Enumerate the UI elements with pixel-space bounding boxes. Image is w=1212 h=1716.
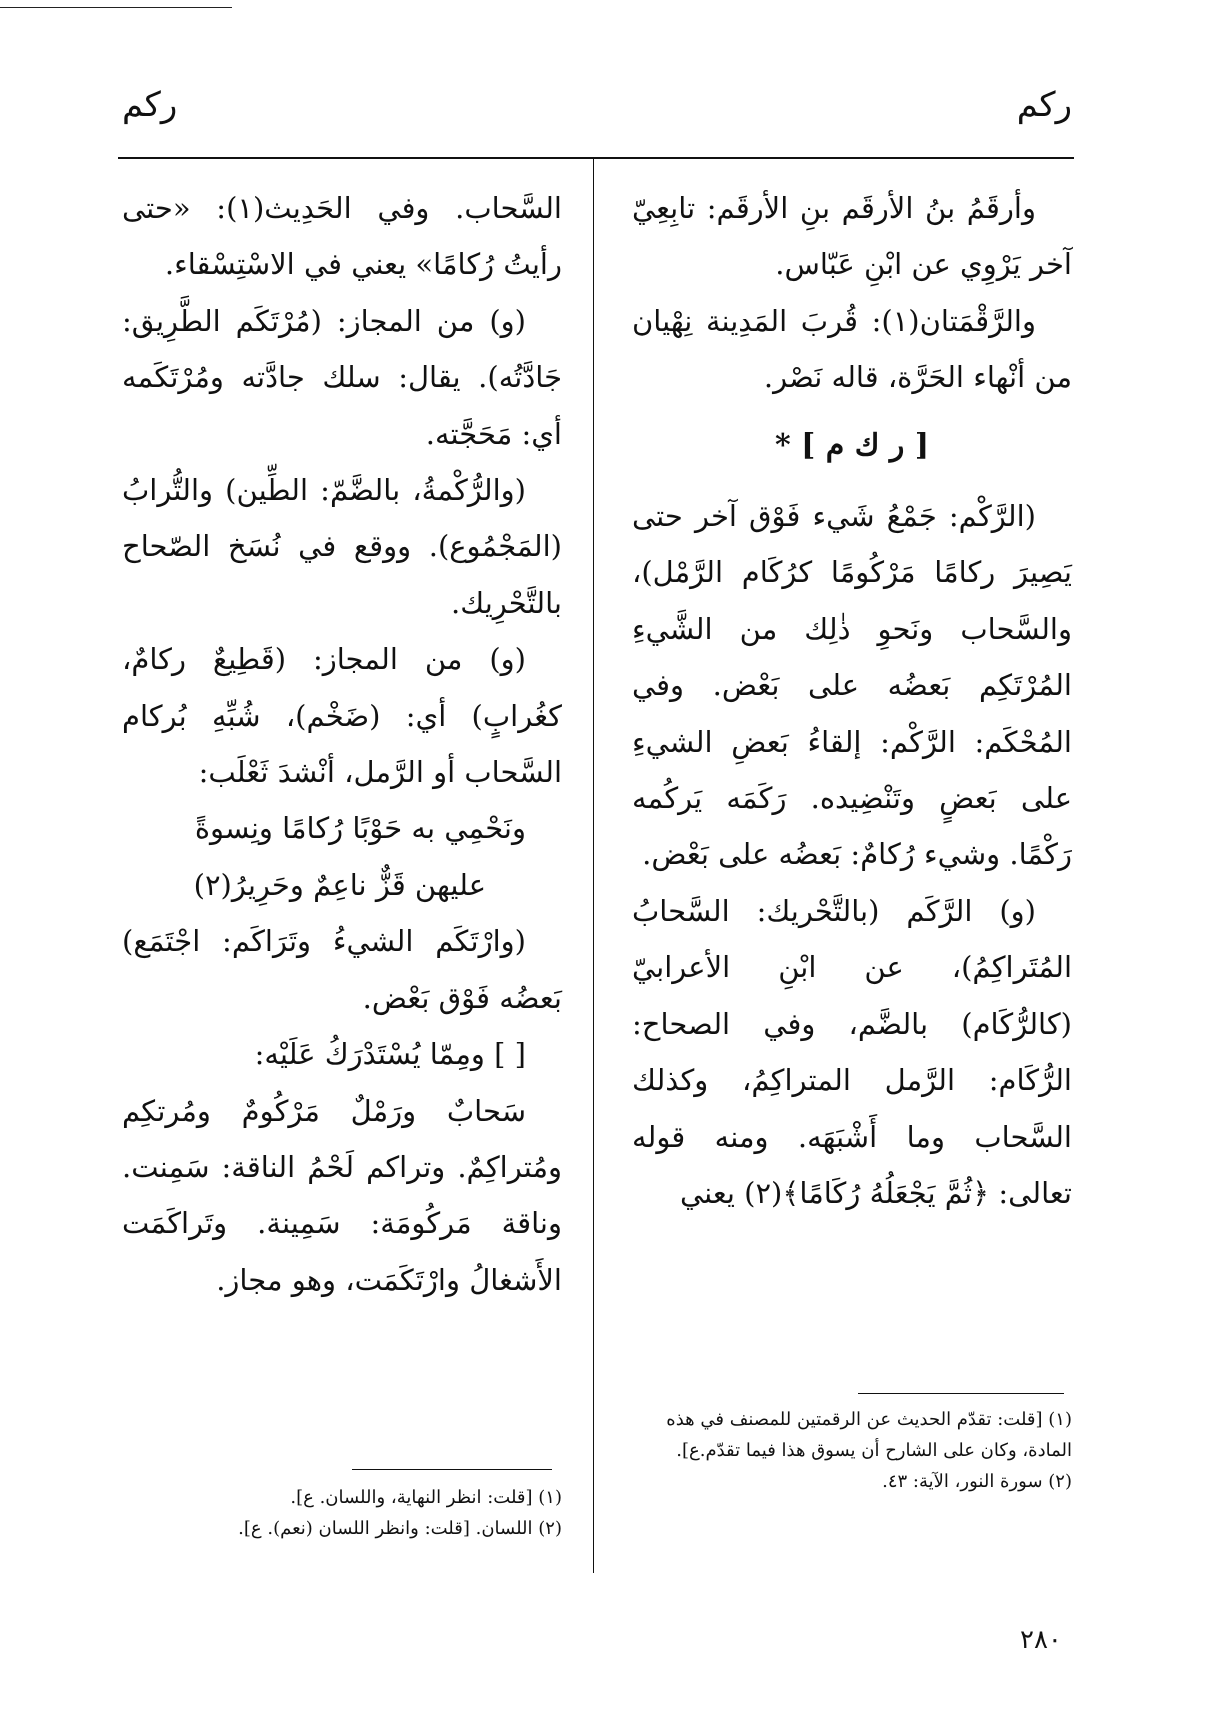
footnote-right-1: (١) [قلت: تقدّم الحديث عن الرقمتين للمصنف في هذه المادة، وكان على الشارح أن يسوق هذا فيما تقدّم.ع]. bbox=[666, 1409, 1072, 1461]
left-paragraph-3: (والرُّكْمةُ، بالضَّمّ: الطِّين) والتُّرابُ (المَجْمُوع). ووقع في نُسَخ الصّحاح بالتَّحْرِيك. bbox=[122, 473, 562, 620]
footnote-left-2: (٢) اللسان. [قلت: وانظر اللسان (نعم). ع]. bbox=[238, 1518, 562, 1539]
footnote-rule-right bbox=[858, 1393, 1064, 1394]
right-column bbox=[632, 180, 1072, 1221]
page-number: ٢٨٠ bbox=[1020, 1625, 1062, 1655]
footnote-rule-left bbox=[352, 1469, 552, 1470]
footnotes-right bbox=[632, 1404, 1072, 1497]
right-paragraph-4: (و) الرَّكَم (بالتَّحْريك: السَّحابُ المُتَراكِمُ)، عن ابْنِ الأعرابيّ (كالرُّكَام) بالضَّم، وفي الصحاح: الرُّكَام: الرَّمل المتراكِمُ، وكذلك السَّحاب وما أَشْبَهَه. ومنه قوله تعالى: ﴿ثُمَّ يَجْعَلُهُ رُكَامًا﴾(٢) يعني bbox=[632, 893, 1072, 1210]
left-paragraph-2: (و) من المجاز: (مُرْتَكَم الطَّرِيق: جَادَّتُه). يقال: سلك جادَّته ومُرْتَكَمه أي: مَحَجَّته. bbox=[122, 303, 562, 451]
entry-heading: [ ر ك م ] * bbox=[774, 427, 930, 463]
left-paragraph-1: السَّحاب. وفي الحَدِيث(١): «حتى رأيتُ رُكامًا» يعني في الاسْتِسْقاء. bbox=[122, 191, 562, 282]
left-paragraph-7: سَحابٌ ورَمْلٌ مَرْكُومٌ ومُرتكِم ومُتراكِمٌ. وتراكم لَحْمُ الناقة: سَمِنت. وناقة مَركُومَة: سَمِينة. وتَراكَمَت الأَشغالُ وارْتَكَمَت، وهو مجاز. bbox=[122, 1093, 562, 1297]
verse-line-1: ونَحْمِي به حَوْبًا رُكامًا ونِسوةً bbox=[194, 811, 526, 846]
column-divider bbox=[593, 158, 594, 1573]
right-paragraph-2: والرَّقْمَتان(١): قُربَ المَدِينة نِهْيان من أنْهاء الحَرَّة، قاله نَصْر. bbox=[632, 303, 1072, 395]
scan-edge-line bbox=[0, 7, 232, 8]
running-header-right: ركم bbox=[1016, 85, 1072, 125]
footnotes-left bbox=[122, 1482, 562, 1544]
left-paragraph-5: (وارْتَكَم الشيءُ وتَرَاكَم: اجْتَمَع) بَعضُه فَوْق بَعْض. bbox=[122, 924, 562, 1015]
footnote-right-2: (٢) سورة النور، الآية: ٤٣. bbox=[882, 1471, 1072, 1492]
right-paragraph-1: وأرقَمُ بنُ الأرقَم بنِ الأرقَم: تابِعِيّ آخر يَرْوِي عن ابْنِ عَبّاس. bbox=[632, 191, 1072, 282]
left-paragraph-6: [ ] ومِمّا يُسْتَدْرَكُ عَلَيْه: bbox=[254, 1037, 526, 1072]
running-header-left: ركم bbox=[122, 85, 178, 125]
verse-line-2: عليهن قَزٌّ ناعِمٌ وحَرِيرُ(٢) bbox=[193, 867, 486, 902]
footnote-left-1: (١) [قلت: انظر النهاية، واللسان. ع]. bbox=[290, 1487, 562, 1508]
left-paragraph-4: (و) من المجاز: (قَطِيعٌ ركامٌ، كغُرابٍ) أي: (ضَخْم)، شُبِّهِ بُركام السَّحاب أو الرَّمل، أنْشدَ ثَعْلَب: bbox=[122, 642, 562, 790]
header-rule bbox=[118, 157, 1074, 159]
left-column bbox=[122, 180, 562, 1308]
right-paragraph-3: (الرَّكْم: جَمْعُ شَيء فَوْق آخر حتى يَصِيرَ ركامًا مَرْكُومًا كرُكَام الرَّمْل)، والسَّحاب ونَحوِ ذٰلِك من الشَّيءِ المُرْتَكِم بَعضُه على بَعْض. وفي المُحْكَم: الرَّكْم: إلقاءُ بَعضِ الشيءِ على بَعضٍ وتَنْضِيده. رَكَمَه يَركُمه رَكْمًا. وشيء رُكامٌ: بَعضُه على بَعْض. bbox=[632, 499, 1072, 872]
